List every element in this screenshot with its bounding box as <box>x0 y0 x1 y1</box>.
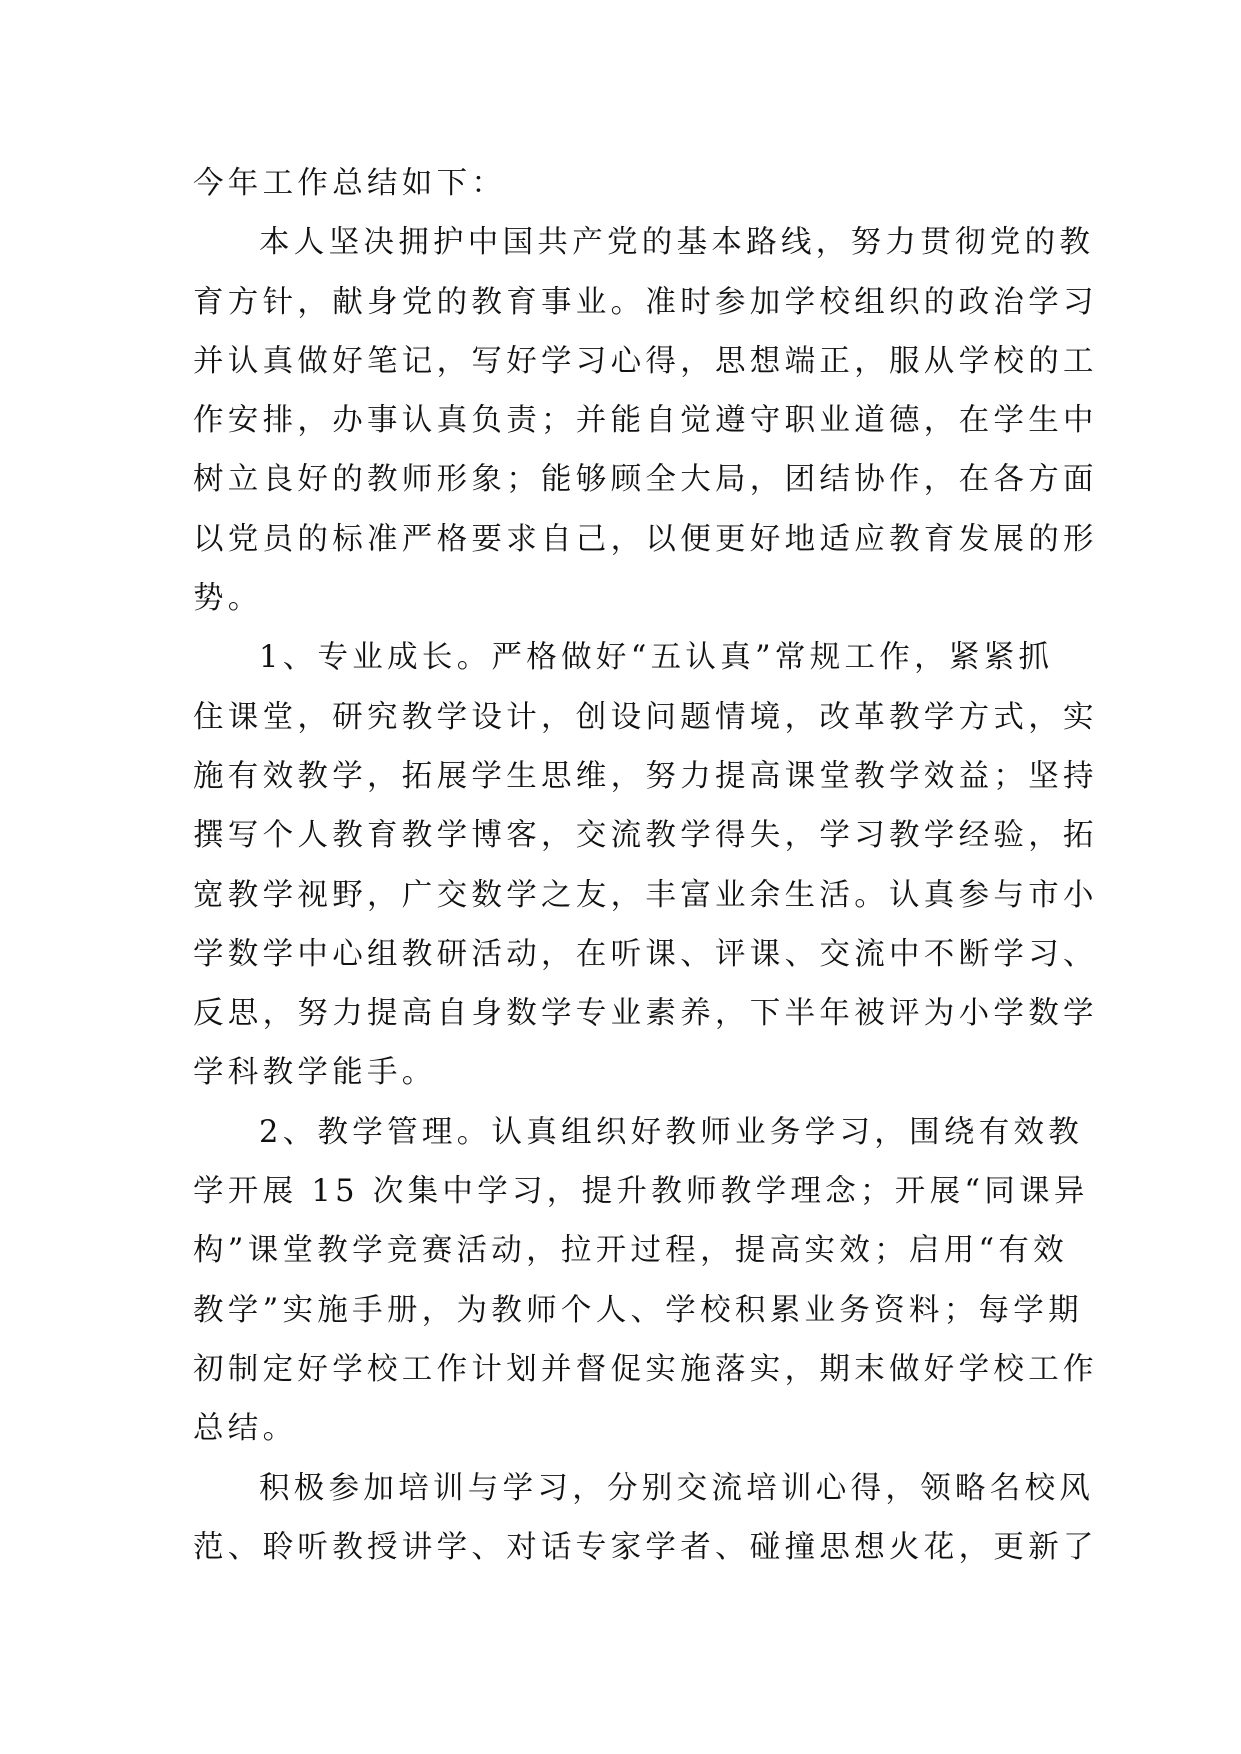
text-line: 学数学中心组教研活动，在听课、评课、交流中不断学习、 <box>193 936 1098 972</box>
text-line: 施有效教学，拓展学生思维，努力提高课堂教学效益；坚持 <box>193 758 1098 794</box>
text-line: 树立良好的教师形象；能够顾全大局，团结协作，在各方面 <box>193 462 1098 498</box>
text-line: 教学”实施手册，为教师个人、学校积累业务资料；每学期 <box>193 1292 1083 1328</box>
text-line: 1、专业成长。严格做好“五认真”常规工作，紧紧抓 <box>259 640 1054 676</box>
text-line: 初制定好学校工作计划并督促实施落实，期末做好学校工作 <box>193 1351 1098 1387</box>
text-line: 以党员的标准严格要求自己，以便更好地适应教育发展的形 <box>193 521 1098 557</box>
text-line: 育方针，献身党的教育事业。准时参加学校组织的政治学习 <box>193 284 1098 320</box>
text-line: 势。 <box>193 581 263 617</box>
text-line: 宽教学视野，广交数学之友，丰富业余生活。认真参与市小 <box>193 877 1098 913</box>
text-line: 范、聆听教授讲学、对话专家学者、碰撞思想火花，更新了 <box>193 1529 1098 1565</box>
text-line: 今年工作总结如下： <box>193 166 507 201</box>
text-line: 本人坚决拥护中国共产党的基本路线，努力贯彻党的教 <box>259 225 1095 261</box>
text-line: 积极参加培训与学习，分别交流培训心得，领略名校风 <box>259 1470 1095 1506</box>
text-line: 住课堂，研究教学设计，创设问题情境，改革教学方式，实 <box>193 699 1098 735</box>
text-line: 撰写个人教育教学博客，交流教学得失，学习教学经验，拓 <box>193 818 1098 854</box>
text-line: 构”课堂教学竞赛活动，拉开过程，提高实效；启用“有效 <box>193 1233 1068 1269</box>
text-line: 2、教学管理。认真组织好教师业务学习，围绕有效教 <box>259 1114 1084 1150</box>
text-line: 作安排，办事认真负责；并能自觉遵守职业道德，在学生中 <box>193 403 1098 439</box>
text-line: 并认真做好笔记，写好学习心得，思想端正，服从学校的工 <box>193 343 1098 379</box>
text-line: 学开展 15 次集中学习，提升教师教学理念；开展“同课异 <box>193 1174 1089 1210</box>
body-text <box>193 154 1098 1577</box>
text-line: 反思，努力提高自身数学专业素养，下半年被评为小学数学 <box>193 996 1098 1032</box>
text-line: 学科教学能手。 <box>193 1055 437 1091</box>
text-line: 总结。 <box>193 1411 298 1447</box>
